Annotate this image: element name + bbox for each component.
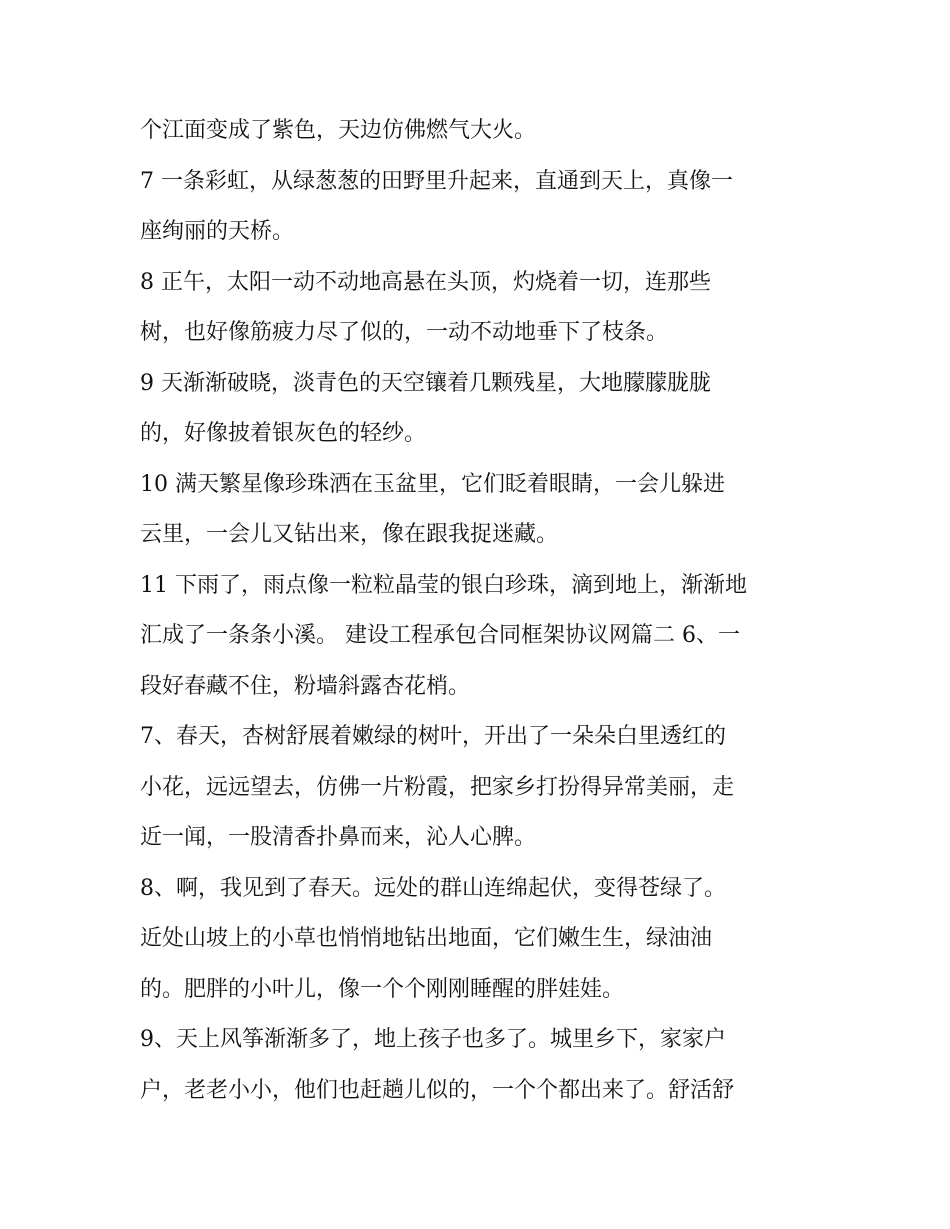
text-line: 7 一条彩虹，从绿葱葱的田野里升起来，直通到天上，真像一 <box>140 168 733 194</box>
text-line: 户，老老小小，他们也赶趟儿似的，一个个都出来了。舒活舒 <box>140 1077 735 1103</box>
text-line: 近一闻，一股清香扑鼻而来，沁人心脾。 <box>140 825 537 850</box>
text-line: 10 满天繁星像珍珠洒在玉盆里，它们眨着眼睛，一会儿躲进 <box>140 471 725 497</box>
text-line: 7、春天，杏树舒展着嫩绿的树叶，开出了一朵朵白里透红的 <box>140 724 726 749</box>
text-line: 小花，远远望去，仿佛一片粉霞，把家乡打扮得异常美丽，走 <box>140 774 735 800</box>
text-line: 11 下雨了，雨点像一粒粒晶莹的银白珍珠，滴到地上，渐渐地 <box>140 572 747 598</box>
text-line: 9 天渐渐破晓，淡青色的天空镶着几颗残星，大地朦朦胧胧 <box>140 370 711 396</box>
text-line: 树，也好像筋疲力尽了似的，一动不动地垂下了枝条。 <box>140 320 669 345</box>
text-line: 云里，一会儿又钻出来，像在跟我捉迷藏。 <box>140 522 559 547</box>
text-line: 的。肥胖的小叶儿，像一个个刚刚睡醒的胖娃娃。 <box>140 976 625 1002</box>
text-line: 8、啊，我见到了春天。远处的群山连绵起伏，变得苍绿了。 <box>140 875 726 901</box>
text-line: 汇成了一条条小溪。 建设工程承包合同框架协议网篇二 6、一 <box>140 623 740 648</box>
text-line: 8 正午，太阳一动不动地高悬在头顶，灼烧着一切，连那些 <box>140 269 711 295</box>
document-body-text <box>140 106 830 1116</box>
text-line: 近处山坡上的小草也悄悄地钻出地面，它们嫩生生，绿油油 <box>140 926 713 951</box>
text-line: 的，好像披着银灰色的轻纱。 <box>140 421 427 446</box>
text-line: 个江面变成了紫色，天边仿佛燃气大火。 <box>140 118 537 143</box>
text-line: 座绚丽的天桥。 <box>140 219 295 244</box>
text-line: 9、天上风筝渐渐多了，地上孩子也多了。城里乡下，家家户 <box>140 1027 726 1052</box>
text-line: 段好春藏不住，粉墙斜露杏花梢。 <box>140 673 471 699</box>
